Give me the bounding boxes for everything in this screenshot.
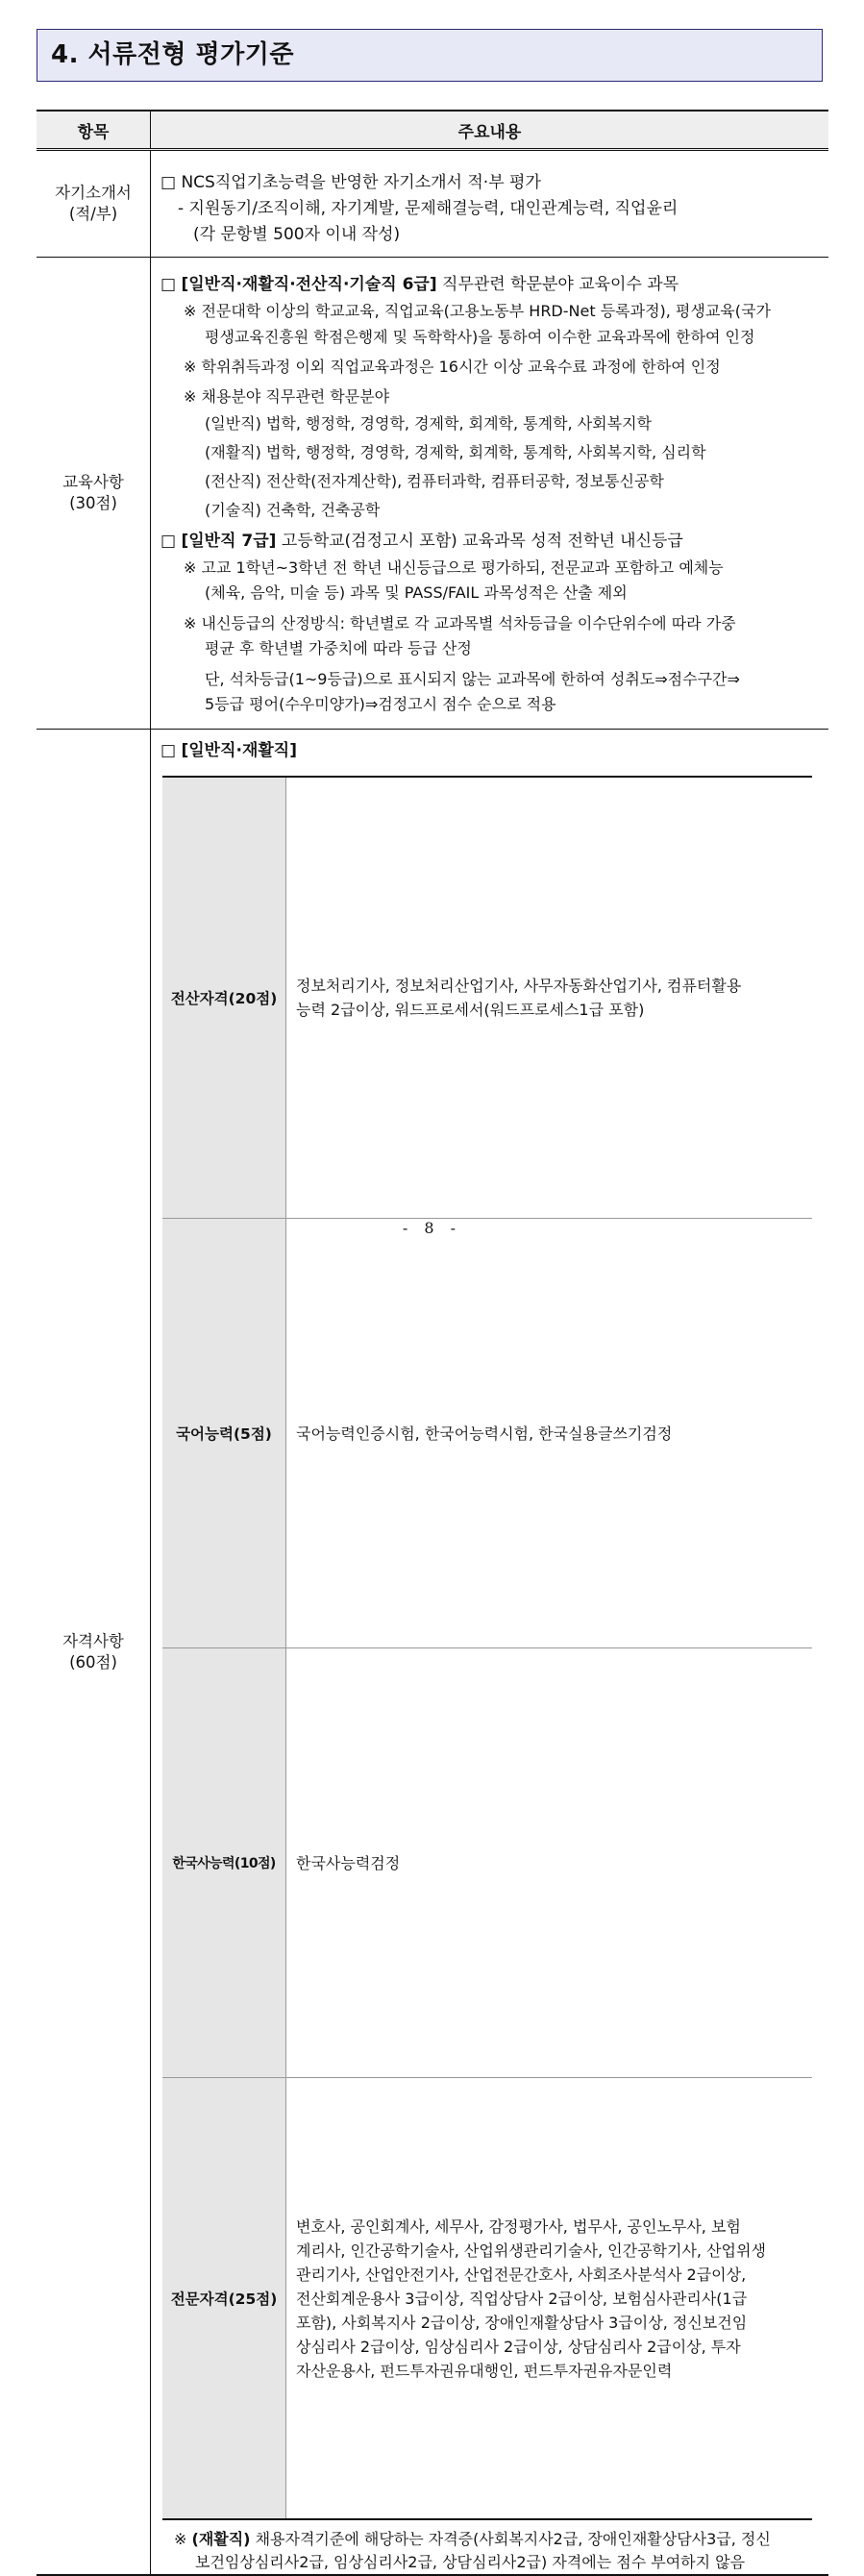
qualification-heading: □ [일반직·재활직]: [160, 741, 297, 760]
qualification-row: 국어능력(5점) 국어능력인증시험, 한국어능력시험, 한국실용글쓰기검정: [162, 1219, 812, 1648]
header-content: 주요내용: [151, 111, 829, 150]
education-note: ※ 채용분야 직무관련 학문분야: [184, 387, 390, 406]
qualification-table: [162, 776, 812, 2520]
education-field: (재활직) 법학, 행정학, 경영학, 경제학, 회계학, 통계학, 사회복지학, 심리학: [205, 443, 706, 461]
qualification-row: 전산자격(20점) 정보처리기사, 정보처리산업기사, 사무자동화산업기사, 컴퓨터활용 능력 2급이상, 워드프로세서(워드프로세스1급 포함): [162, 777, 812, 1219]
education-note: ※ 고교 1학년~3학년 전 학년 내신등급으로 평가하되, 전문교과 포함하고 예체능 (체육, 음악, 미술 등) 과목 및 PASS/FAIL 과목성적은 산출 제외: [184, 558, 724, 602]
category-self-intro: 자기소개서 (적/부): [37, 150, 151, 258]
table-row-education: [37, 258, 828, 730]
content-qualification: [151, 730, 829, 2576]
education-field: (기술직) 건축학, 건축공학: [205, 501, 381, 519]
table-row-qualification: [37, 730, 828, 2576]
table-row-self-intro: [37, 150, 828, 258]
education-note: 단, 석차등급(1~9등급)으로 표시되지 않는 교과목에 한하여 성취도⇒점수구간⇒ 5등급 평어(수우미양가)⇒검정고시 점수 순으로 적용: [205, 670, 740, 713]
qualification-row: 전문자격(25점) 변호사, 공인회계사, 세무사, 감정평가사, 법무사, 공인노무사, 보험 계리사, 인간공학기술사, 산업위생관리기술사, 인간공학기사, 산업위생 관리기사, 산업안전기사, 산업전문간호사, 사회조사분석사 2급이상, 전산회계운용사 3급이상, 직업상담사 2급이상, 보험심사관리사(1급 포함), 사회복지사 2급이상, 장애인재활상담사 3급이상, 정신보건임 상심리사 2급이상, 임상심리사 2급이상, 상담심리사 2급이상, 투자 자산운용사, 펀드투자권유대행인, 펀드투자권유자문인력: [162, 2078, 812, 2520]
content-self-intro: [151, 150, 829, 258]
education-field: (일반직) 법학, 행정학, 경영학, 경제학, 회계학, 통계학, 사회복지학: [205, 414, 653, 433]
evaluation-criteria-table: [37, 110, 828, 2576]
section-title: 4. 서류전형 평가기준: [37, 29, 823, 82]
education-block1-heading: □ [일반직·재활직·전산직·기술직 6급] 직무관련 학문분야 교육이수 과목: [160, 275, 679, 294]
qualification-row: 한국사능력(10점) 한국사능력검정: [162, 1648, 812, 2078]
self-intro-line: □ NCS직업기초능력을 반영한 자기소개서 적·부 평가: [160, 173, 541, 192]
education-note: ※ 전문대학 이상의 학교교육, 직업교육(고용노동부 HRD-Net 등록과정), 평생교육(국가 평생교육진흥원 학점은행제 및 독학학사)을 통하여 이수한 교육과목에 한하여 인정: [184, 302, 771, 346]
education-block2-heading: □ [일반직 7급] 고등학교(검정고시 포함) 교육과목 성적 전학년 내신등급: [160, 532, 683, 551]
education-field: (전산직) 전산학(전자계산학), 컴퓨터과학, 컴퓨터공학, 정보통신공학: [205, 472, 664, 490]
self-intro-line: - 지원동기/조직이해, 자기계발, 문제해결능력, 대인관계능력, 직업윤리: [178, 199, 679, 218]
education-note: ※ 내신등급의 산정방식: 학년별로 각 교과목별 석차등급을 이수단위수에 따라 가중 평균 후 학년별 가중치에 따라 등급 산정: [184, 614, 736, 657]
content-education: [151, 258, 829, 730]
header-category: 항목: [37, 111, 151, 150]
category-education: 교육사항 (30점): [37, 258, 151, 730]
table-header-row: [37, 111, 828, 150]
category-qualification: 자격사항 (60점): [37, 730, 151, 2576]
page-number: - 8 -: [402, 1219, 462, 1237]
qualification-footnote: ※ (재활직) 채용자격기준에 해당하는 자격증(사회복지사2급, 장애인재활상담사3급, 정신 보건임상심리사2급, 임상심리사2급, 상담심리사2급) 자격에는 점수 부여하지 않음: [174, 2530, 771, 2571]
education-note: ※ 학위취득과정 이외 직업교육과정은 16시간 이상 교육수료 과정에 한하여 인정: [184, 358, 721, 376]
self-intro-line: (각 문항별 500자 이내 작성): [193, 225, 401, 244]
